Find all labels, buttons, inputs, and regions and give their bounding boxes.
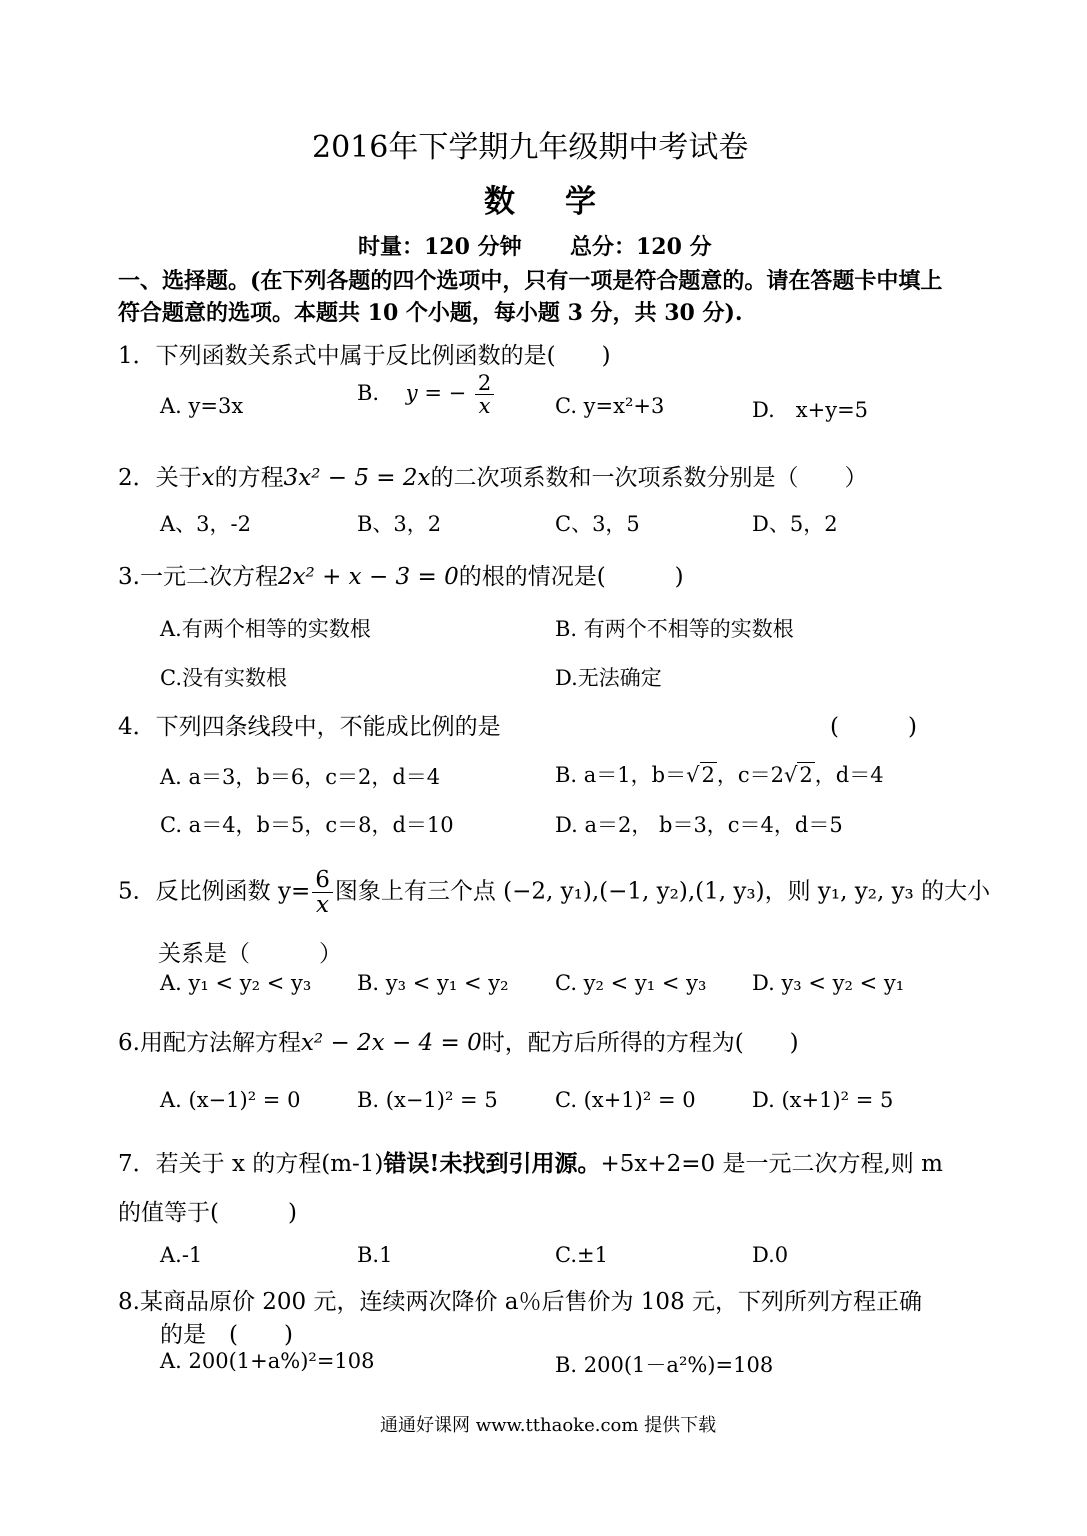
q3-post: 的根的情况是( ) [458,564,684,590]
radicand-2: 2 [799,763,813,787]
q5-option-a: A. y₁ < y₂ < y₃ [160,971,312,995]
sqrt-symbol-2: √2 [784,763,813,787]
q6-post: 时，配方后所得的方程为( ) [481,1030,799,1056]
q4-option-b-pre: B. a＝1，b＝ [555,763,687,787]
q4-option-b [555,759,884,789]
q5-option-c: C. y₂ < y₁ < y₃ [555,971,707,995]
q5-mid: 图象上有三个点 (−2, y₁),(−1, y₂),(1, y₃)，则 y₁, y₂, y₃ 的大小 [334,878,991,905]
q3-option-d: D.无法确定 [555,666,662,690]
q7-option-c: C.±1 [555,1243,608,1267]
fraction-numerator: 2 [475,372,494,395]
q2-var: x [201,465,215,491]
q7-option-a: A.-1 [160,1243,203,1267]
q5-pre: 5．反比例函数 y= [118,878,311,905]
question-5 [118,868,990,917]
subject-title: 数学 [484,184,646,220]
q4-option-d: D. a＝2， b＝3，c＝4，d＝5 [555,813,843,837]
time-info: 时量：120 分钟 [358,234,522,260]
exam-title: 2016年下学期九年级期中考试卷 [312,130,749,165]
q4-option-b-mid: ，c＝2 [716,763,784,787]
score-info: 总分：120 分 [570,234,712,260]
q4-option-a: A. a＝3，b＝6，c＝2，d＝4 [160,765,441,789]
question-8-line2: 的是 ( ) [160,1322,293,1348]
question-1: 1．下列函数关系式中属于反比例函数的是( ) [118,343,611,369]
page-footer: 通通好课网 www.tthaoke.com 提供下载 [380,1415,717,1436]
fraction-numerator: 6 [312,868,333,893]
q7-option-b: B.1 [357,1243,393,1267]
fraction-denominator: x [316,892,330,919]
q2-mid: 的方程 [214,465,284,491]
question-4: 4．下列四条线段中，不能成比例的是 [118,714,501,740]
question-5-line2: 关系是（ ） [158,941,342,967]
q6-option-c: C. (x+1)² = 0 [555,1088,696,1112]
q4-option-b-post: ，d＝4 [814,763,884,787]
question-2 [118,459,867,492]
q4-option-c: C. a＝4，b＝5，c＝8，d＝10 [160,813,454,837]
q3-option-a: A.有两个相等的实数根 [160,617,371,641]
q2-option-a: A、3，-2 [160,512,251,536]
q6-option-d: D. (x+1)² = 5 [752,1088,894,1112]
q8-option-b: B. 200(1－a²%)=108 [555,1353,774,1377]
q3-option-c: C.没有实数根 [160,666,287,690]
q2-option-d: D、5，2 [752,512,838,536]
q1-option-b-label: B. [357,381,380,406]
q2-post: 的二次项系数和一次项系数分别是（ ） [430,465,868,491]
q6-pre: 6.用配方法解方程 [118,1030,301,1056]
q1-option-b-fraction [475,372,494,417]
section-instruction-line1: 一、选择题。(在下列各题的四个选项中，只有一项是符合题意的。请在答题卡中填上 [118,268,943,294]
q2-option-b: B、3，2 [357,512,442,536]
question-3 [118,558,684,591]
question-7-line2: 的值等于( ) [118,1200,297,1226]
q6-equation: x² − 2x − 4 = 0 [300,1030,482,1056]
q6-option-a: A. (x−1)² = 0 [160,1088,301,1112]
q5-option-d: D. y₃ < y₂ < y₁ [752,971,905,995]
question-6 [118,1024,799,1057]
q1-option-b [357,372,496,417]
q3-equation: 2x² + x − 3 = 0 [277,564,459,590]
q3-option-b: B. 有两个不相等的实数根 [555,617,794,641]
q1-option-a: A. y=3x [160,394,244,418]
question-7 [118,1145,943,1178]
q1-option-b-lhs: y = − [405,381,467,406]
fraction-denominator: x [478,394,491,419]
q5-option-b: B. y₃ < y₁ < y₂ [357,971,509,995]
q3-pre: 3.一元二次方程 [118,564,278,590]
sqrt-symbol-1: √2 [686,763,715,787]
q1-option-c: C. y=x²+3 [555,394,665,418]
q5-fraction [312,868,333,917]
q8-option-a: A. 200(1+a%)²=108 [160,1349,375,1373]
q6-option-b: B. (x−1)² = 5 [357,1088,498,1112]
q1-option-d: D. x+y=5 [752,398,869,422]
q7-post: +5x+2=0 是一元二次方程,则 m [600,1151,943,1177]
q2-equation: 3x² − 5 = 2x [283,465,431,491]
q7-error-text: 错误!未找到引用源。 [383,1150,601,1177]
section-instruction-line2: 符合题意的选项。本题共 10 个小题，每小题 3 分，共 30 分). [118,300,743,326]
question-8: 8.某商品原价 200 元，连续两次降价 a％后售价为 108 元，下列所列方程正确 [118,1289,923,1315]
q7-option-d: D.0 [752,1243,789,1267]
q2-pre: 2．关于 [118,465,202,491]
radicand-1: 2 [701,763,715,787]
q7-pre: 7．若关于 x 的方程(m-1) [118,1151,384,1177]
q4-answer-paren: ( ) [830,714,917,740]
q2-option-c: C、3，5 [555,512,640,536]
